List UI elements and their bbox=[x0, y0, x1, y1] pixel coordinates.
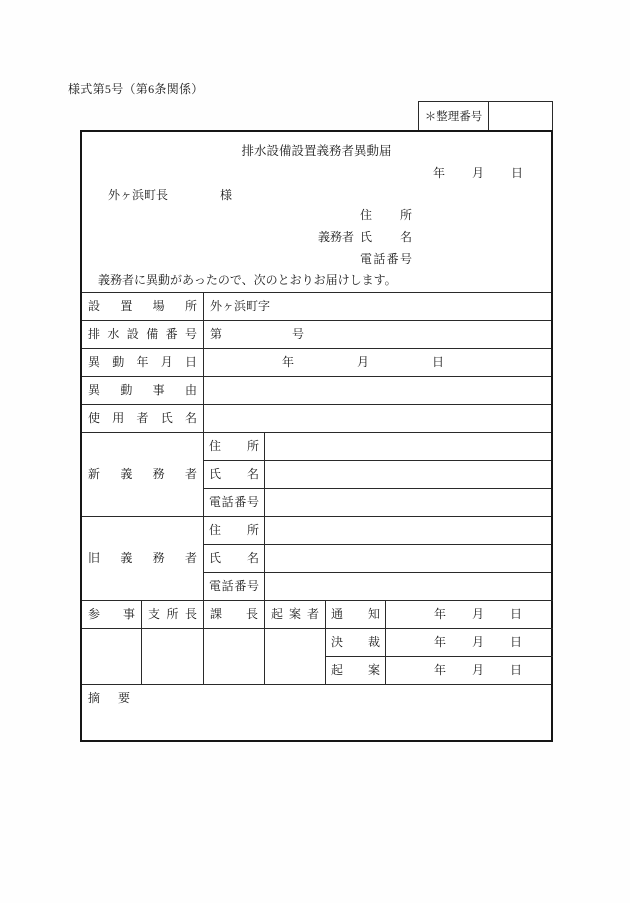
summary-label: 摘要 bbox=[88, 691, 130, 705]
day-label: 日 bbox=[510, 635, 523, 649]
declarant-block bbox=[318, 204, 412, 270]
old-obligor-label: 旧義務者 bbox=[82, 516, 203, 600]
new-obligor-name-value bbox=[264, 460, 551, 488]
location-label: 設置場所 bbox=[82, 292, 203, 320]
notice-label: 通知 bbox=[325, 600, 385, 628]
reference-number-box bbox=[418, 101, 553, 131]
councilor-label: 参事 bbox=[82, 600, 141, 628]
declarant-phone-row bbox=[318, 248, 412, 270]
day-label: 日 bbox=[510, 166, 523, 180]
new-obligor-name-label: 氏名 bbox=[203, 460, 264, 488]
new-obligor-phone-value bbox=[264, 488, 551, 516]
header-date-line bbox=[433, 164, 523, 181]
day-label: 日 bbox=[432, 355, 445, 369]
drafter-seal-cell bbox=[264, 628, 325, 684]
form-header bbox=[82, 132, 551, 292]
new-obligor-label: 新義務者 bbox=[82, 432, 203, 516]
addressee-line bbox=[108, 186, 232, 203]
section-chief-label: 課長 bbox=[203, 600, 264, 628]
month-label: 月 bbox=[472, 607, 485, 621]
year-label: 年 bbox=[434, 607, 447, 621]
equipment-no-prefix: 第 bbox=[210, 327, 223, 341]
old-obligor-phone-label: 電話番号 bbox=[203, 572, 264, 600]
year-label: 年 bbox=[434, 663, 447, 677]
equipment-no-suffix: 号 bbox=[292, 327, 305, 341]
decision-label: 決裁 bbox=[325, 628, 385, 656]
month-label: 月 bbox=[472, 635, 485, 649]
declarant-label: 義務者 bbox=[318, 230, 355, 244]
details-table bbox=[82, 292, 551, 600]
declarant-prefix-spacer bbox=[318, 248, 360, 270]
section-chief-seal-cell bbox=[203, 628, 264, 684]
month-label: 月 bbox=[471, 166, 484, 180]
month-label: 月 bbox=[472, 663, 485, 677]
notice-date bbox=[385, 600, 553, 628]
draft-label: 起案 bbox=[325, 656, 385, 684]
year-label: 年 bbox=[434, 635, 447, 649]
reference-number-label: ＊整理番号 bbox=[419, 102, 489, 130]
new-obligor-address-label: 住所 bbox=[203, 432, 264, 460]
old-obligor-address-value bbox=[264, 516, 551, 544]
draft-date bbox=[385, 656, 553, 684]
declarant-address-label: 住所 bbox=[360, 208, 412, 222]
old-obligor-phone-value bbox=[264, 572, 551, 600]
drafter-label: 起案者 bbox=[264, 600, 325, 628]
year-label: 年 bbox=[432, 166, 445, 180]
honorific: 様 bbox=[220, 188, 233, 202]
change-reason-value bbox=[203, 376, 551, 404]
change-date-label: 異動年月日 bbox=[82, 348, 203, 376]
equipment-number-value bbox=[203, 320, 551, 348]
councilor-seal-cell bbox=[82, 628, 141, 684]
declarant-prefix-spacer bbox=[318, 204, 360, 226]
user-name-label: 使用者氏名 bbox=[82, 404, 203, 432]
day-label: 日 bbox=[510, 607, 523, 621]
change-reason-label: 異動事由 bbox=[82, 376, 203, 404]
change-date-value bbox=[203, 348, 551, 376]
location-value: 外ヶ浜町字 bbox=[203, 292, 551, 320]
declarant-address-row bbox=[318, 204, 412, 226]
equipment-number-label: 排水設備番号 bbox=[82, 320, 203, 348]
new-obligor-phone-label: 電話番号 bbox=[203, 488, 264, 516]
declarant-name-label: 氏名 bbox=[360, 230, 412, 244]
month-label: 月 bbox=[357, 355, 370, 369]
addressee-name: 外ヶ浜町長 bbox=[108, 188, 169, 202]
old-obligor-address-label: 住所 bbox=[203, 516, 264, 544]
form-body bbox=[80, 130, 553, 742]
old-obligor-name-label: 氏名 bbox=[203, 544, 264, 572]
form-title: 排水設備設置義務者異動届 bbox=[241, 144, 392, 158]
branch-chief-label: 支所長 bbox=[141, 600, 203, 628]
day-label: 日 bbox=[510, 663, 523, 677]
old-obligor-name-value bbox=[264, 544, 551, 572]
declarant-name-row bbox=[318, 226, 412, 248]
branch-chief-seal-cell bbox=[141, 628, 203, 684]
user-name-value bbox=[203, 404, 551, 432]
declarant-phone-label: 電話番号 bbox=[360, 252, 412, 266]
reference-number-value bbox=[489, 102, 552, 130]
new-obligor-address-value bbox=[264, 432, 551, 460]
statement-line: 義務者に異動があったので、次のとおりお届けします。 bbox=[98, 273, 397, 287]
summary-row bbox=[82, 684, 551, 740]
approval-table bbox=[82, 600, 551, 684]
form-number: 様式第5号（第6条関係） bbox=[68, 82, 204, 96]
decision-date bbox=[385, 628, 553, 656]
year-label: 年 bbox=[282, 355, 295, 369]
